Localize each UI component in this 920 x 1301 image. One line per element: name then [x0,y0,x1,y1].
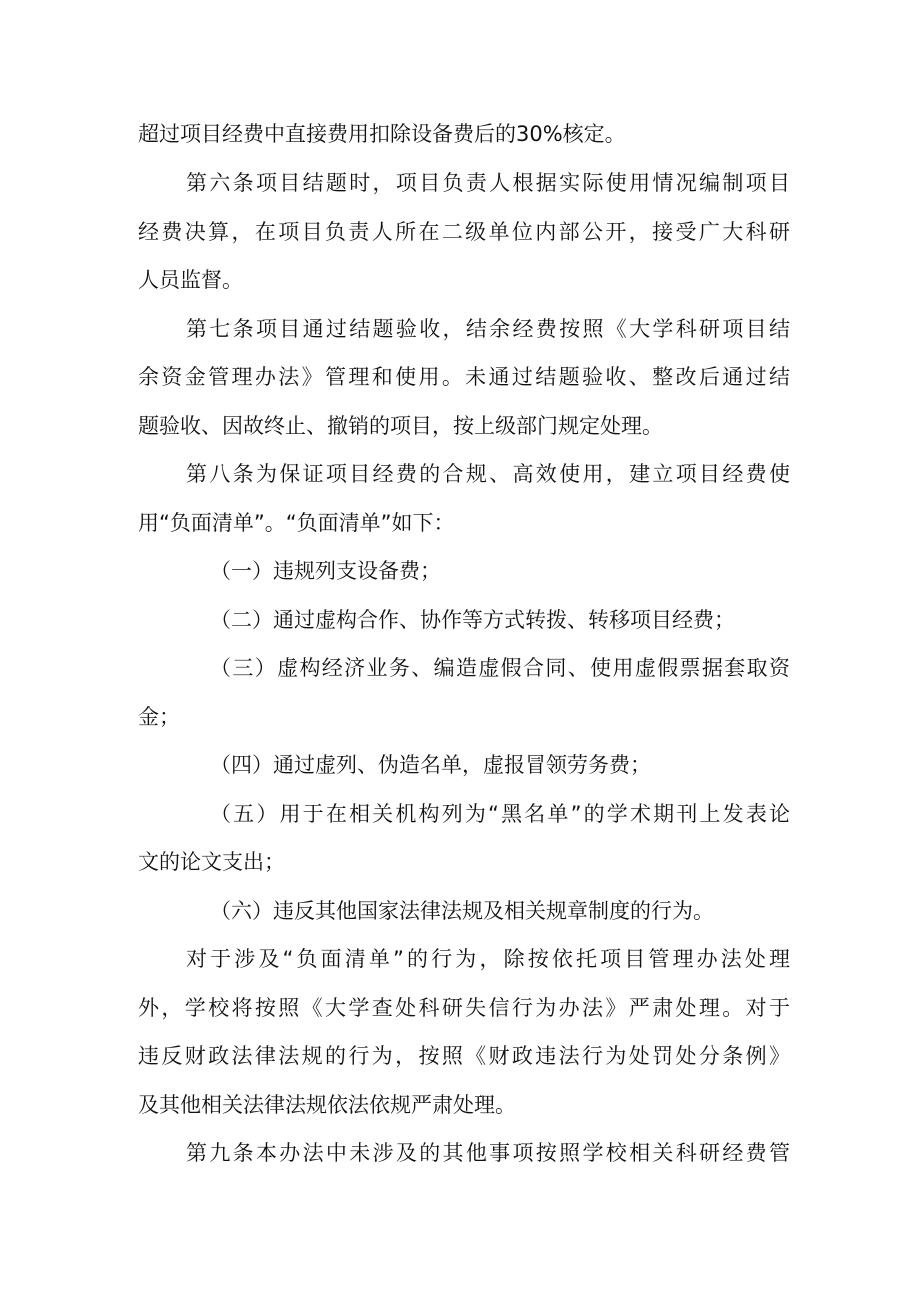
text-line-9: 用“负面清单”。“负面清单”如下： [138,511,455,535]
list-item-1: （一）违规列支设备费； [210,559,441,583]
list-item-4: （四）通过虚列、伪造名单，虚报冒领劳务费； [210,753,651,777]
text-line-22: 第九条本办法中未涉及的其他事项按照学校相关科研经费管 [186,1141,790,1165]
list-item-2: （二）通过虚构合作、协作等方式转拨、转移项目经费； [210,608,735,632]
text-line-1: 超过项目经费中直接费用扣除设备费后的30%核定。 [138,122,626,146]
text-line-3: 经费决算，在项目负责人所在二级单位内部公开，接受广大科研 [138,220,790,244]
list-item-5: （五）用于在相关机构列为“黑名单”的学术期刊上发表论 [210,802,790,826]
list-item-6: （六）违反其他国家法律法规及相关规章制度的行为。 [210,899,714,923]
text-line-20: 违反财政法律法规的行为，按照《财政违法行为处罚处分条例》 [138,1044,790,1068]
list-item-5-continued: 文的论文支出； [138,850,285,874]
text-line-5: 第七条项目通过结题验收，结余经费按照《大学科研项目结 [186,317,790,341]
list-item-3: （三）虚构经济业务、编造虚假合同、使用虚假票据套取资 [210,656,790,680]
list-item-3-continued: 金； [138,705,180,729]
text-line-2: 第六条项目结题时，项目负责人根据实际使用情况编制项目 [186,171,790,195]
text-line-6: 余资金管理办法》管理和使用。未通过结题验收、整改后通过结 [138,365,790,389]
text-line-18: 对于涉及“负面清单”的行为，除按依托项目管理办法处理 [186,947,790,971]
text-line-21: 及其他相关法律法规依法依规严肃处理。 [138,1093,516,1117]
text-line-4: 人员监督。 [138,268,243,292]
text-line-19: 外，学校将按照《大学查处科研失信行为办法》严肃处理。对于 [138,996,790,1020]
text-line-7: 题验收、因故终止、撤销的项目，按上级部门规定处理。 [138,414,663,438]
text-line-8: 第八条为保证项目经费的合规、高效使用，建立项目经费使 [186,462,790,486]
